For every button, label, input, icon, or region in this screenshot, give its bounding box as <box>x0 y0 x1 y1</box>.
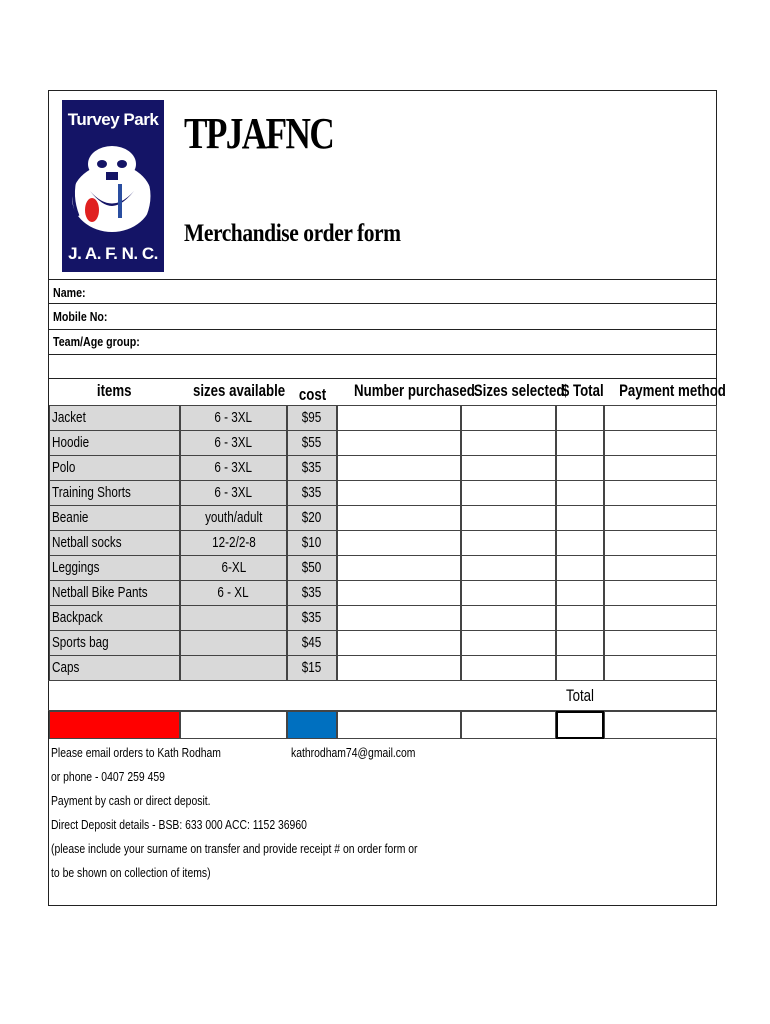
dollar-total-input[interactable] <box>556 655 604 681</box>
sizes-selected-input[interactable] <box>461 605 556 631</box>
divider <box>48 329 717 330</box>
payment-method-input[interactable] <box>604 405 717 431</box>
sizes-selected-input[interactable] <box>461 555 556 581</box>
item-sizes: youth/adult <box>204 509 263 526</box>
item-cost: $55 <box>302 434 322 451</box>
payment-method-input[interactable] <box>604 555 717 581</box>
item-sizes: 6 - 3XL <box>214 409 253 426</box>
number-purchased-input[interactable] <box>337 405 461 431</box>
band-cell <box>604 711 717 739</box>
bulldog-mascot-icon <box>62 136 164 246</box>
item-sizes <box>180 655 287 680</box>
white-color-swatch <box>180 711 287 739</box>
item-sizes <box>180 605 287 630</box>
band-cell <box>461 711 556 739</box>
number-purchased-input[interactable] <box>337 455 461 481</box>
item-cost: $50 <box>302 559 322 576</box>
payment-method-input[interactable] <box>604 505 717 531</box>
note-deposit-details: Direct Deposit details - BSB: 633 000 ACC: 1152 36960 <box>51 817 307 832</box>
col-header-sizes-selected: Sizes selected <box>473 381 565 400</box>
dollar-total-input[interactable] <box>556 605 604 631</box>
dollar-total-input[interactable] <box>556 505 604 531</box>
number-purchased-input[interactable] <box>337 555 461 581</box>
number-purchased-input[interactable] <box>337 480 461 506</box>
item-name: Caps <box>52 659 80 676</box>
item-sizes: 12-2/2-8 <box>211 534 256 551</box>
page-title: TPJAFNC <box>184 109 334 158</box>
logo-top-text: Turvey Park <box>67 110 159 129</box>
total-row <box>48 680 717 711</box>
note-email: Please email orders to Kath Rodham <box>51 745 221 760</box>
sizes-selected-input[interactable] <box>461 480 556 506</box>
sizes-selected-input[interactable] <box>461 430 556 456</box>
dollar-total-input[interactable] <box>556 580 604 606</box>
number-purchased-input[interactable] <box>337 505 461 531</box>
item-name: Netball socks <box>52 534 122 551</box>
dollar-total-input[interactable] <box>556 455 604 481</box>
team-field-label: Team/Age group: <box>53 334 140 349</box>
blue-color-swatch <box>287 711 337 739</box>
note-collection: to be shown on collection of items) <box>51 865 211 880</box>
item-cost: $35 <box>302 459 322 476</box>
item-cost: $20 <box>302 509 322 526</box>
sizes-selected-input[interactable] <box>461 655 556 681</box>
col-header-payment: Payment method <box>619 381 726 400</box>
payment-method-input[interactable] <box>604 430 717 456</box>
col-header-number: Number purchased <box>354 381 475 400</box>
item-sizes: 6-XL <box>221 559 246 576</box>
item-name: Training Shorts <box>52 484 131 501</box>
payment-method-input[interactable] <box>604 580 717 606</box>
item-cost: $45 <box>302 634 322 651</box>
sizes-selected-input[interactable] <box>461 405 556 431</box>
sizes-selected-input[interactable] <box>461 455 556 481</box>
item-name: Sports bag <box>52 634 109 651</box>
item-cost: $95 <box>302 409 322 426</box>
sizes-selected-input[interactable] <box>461 630 556 656</box>
note-phone: or phone - 0407 259 459 <box>51 769 165 784</box>
item-cost: $35 <box>302 484 322 501</box>
item-sizes: 6 - XL <box>217 584 250 601</box>
number-purchased-input[interactable] <box>337 605 461 631</box>
dollar-total-input[interactable] <box>556 530 604 556</box>
number-purchased-input[interactable] <box>337 630 461 656</box>
note-payment: Payment by cash or direct deposit. <box>51 793 211 808</box>
item-name: Polo <box>52 459 76 476</box>
number-purchased-input[interactable] <box>337 430 461 456</box>
col-header-cost: cost <box>298 385 326 404</box>
item-name: Netball Bike Pants <box>52 584 148 601</box>
item-cost: $15 <box>302 659 322 676</box>
item-sizes: 6 - 3XL <box>214 484 253 501</box>
dollar-total-input[interactable] <box>556 630 604 656</box>
item-name: Hoodie <box>52 434 90 451</box>
col-header-sizes: sizes available <box>192 381 286 400</box>
dollar-total-input[interactable] <box>556 555 604 581</box>
payment-method-input[interactable] <box>604 630 717 656</box>
item-name: Leggings <box>52 559 100 576</box>
item-sizes: 6 - 3XL <box>214 459 253 476</box>
divider <box>48 279 717 280</box>
payment-method-input[interactable] <box>604 455 717 481</box>
item-name: Jacket <box>52 409 86 426</box>
sizes-selected-input[interactable] <box>461 505 556 531</box>
contact-email[interactable]: kathrodham74@gmail.com <box>291 745 416 760</box>
dollar-total-input[interactable] <box>556 430 604 456</box>
sizes-selected-input[interactable] <box>461 580 556 606</box>
divider <box>48 354 717 355</box>
col-header-total: $ Total <box>561 381 604 400</box>
payment-method-input[interactable] <box>604 605 717 631</box>
grand-total-box[interactable] <box>556 711 604 739</box>
mobile-field-label: Mobile No: <box>53 309 108 324</box>
number-purchased-input[interactable] <box>337 655 461 681</box>
dollar-total-input[interactable] <box>556 480 604 506</box>
dollar-total-input[interactable] <box>556 405 604 431</box>
item-cost: $35 <box>302 584 322 601</box>
band-cell <box>337 711 461 739</box>
red-color-swatch <box>49 711 180 739</box>
number-purchased-input[interactable] <box>337 580 461 606</box>
item-name: Beanie <box>52 509 89 526</box>
club-logo <box>62 100 164 272</box>
total-label: Total <box>565 686 595 705</box>
payment-method-input[interactable] <box>604 530 717 556</box>
item-sizes <box>180 630 287 655</box>
page-subtitle: Merchandise order form <box>184 220 401 247</box>
payment-method-input[interactable] <box>604 655 717 681</box>
item-sizes: 6 - 3XL <box>214 434 253 451</box>
item-name: Backpack <box>52 609 103 626</box>
note-surname: (please include your surname on transfer and provide receipt # on order form or <box>51 841 418 856</box>
name-field-label: Name: <box>53 285 86 300</box>
payment-method-input[interactable] <box>604 480 717 506</box>
number-purchased-input[interactable] <box>337 530 461 556</box>
logo-bottom-text: J. A. F. N. C. <box>68 244 158 263</box>
item-cost: $35 <box>302 609 322 626</box>
sizes-selected-input[interactable] <box>461 530 556 556</box>
item-cost: $10 <box>302 534 322 551</box>
col-header-items: items <box>97 381 132 400</box>
divider <box>48 303 717 304</box>
